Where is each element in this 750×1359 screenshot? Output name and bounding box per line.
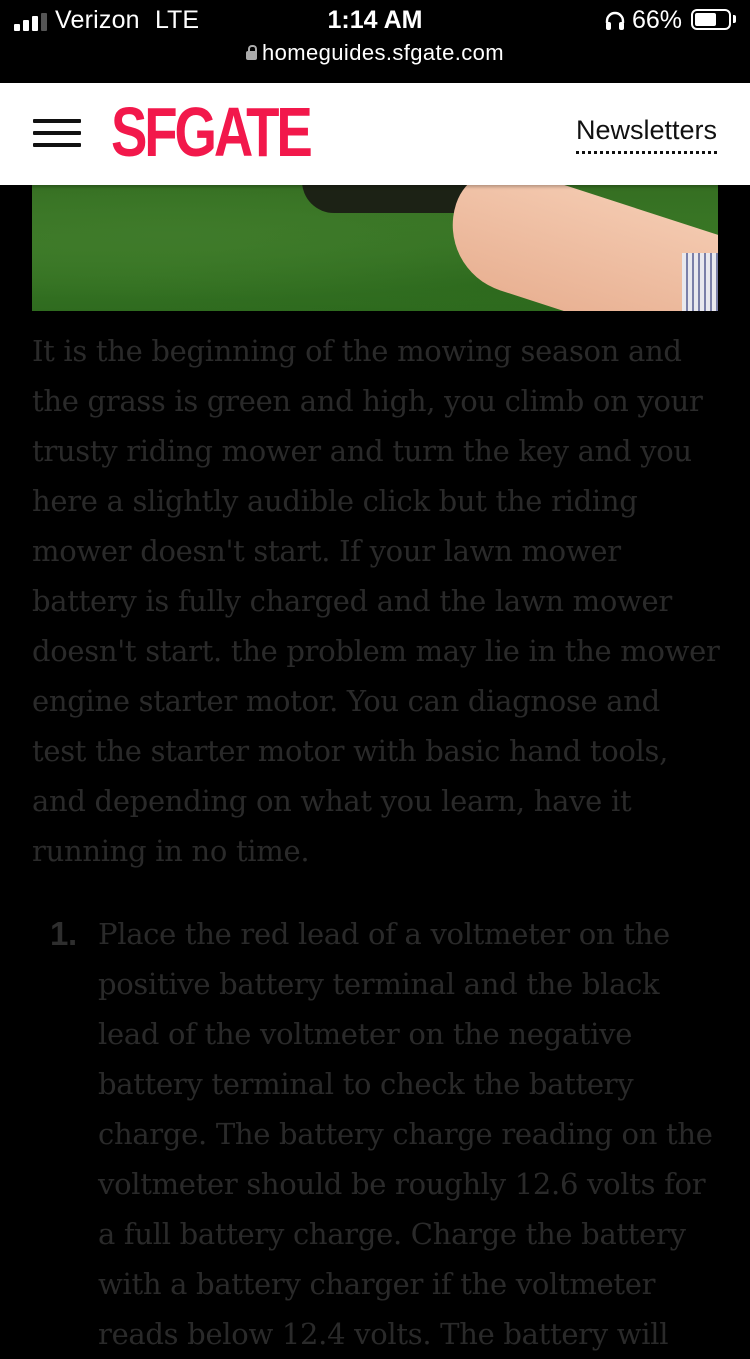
battery-icon — [691, 9, 731, 30]
network-type: LTE — [155, 6, 199, 34]
battery-percentage: 66% — [632, 6, 683, 34]
status-time: 1:14 AM — [327, 6, 423, 34]
sfgate-logo[interactable]: SFGATE — [111, 93, 310, 171]
person-arm — [435, 185, 718, 311]
headphones-icon — [604, 10, 626, 32]
battery-level-fill — [695, 13, 716, 26]
lock-icon — [246, 51, 257, 60]
article-intro-paragraph: It is the beginning of the mowing season and the grass is green and high, you climb on your trusty riding mower and turn the key and you here a slightly audible click but the riding mower doesn't start. If your lawn mower battery is fully charged and the lawn mower doesn't start. the problem may lie in the mower engine starter motor. You can diagnose and test the starter motor with basic hand tools, and depending on what you learn, have it running in no time. — [32, 334, 720, 868]
article-hero-image — [32, 185, 718, 311]
address-bar[interactable] — [0, 40, 750, 66]
hamburger-menu-icon[interactable] — [33, 119, 81, 147]
shirt-sleeve — [682, 253, 718, 311]
step-number: 1. — [50, 915, 77, 952]
site-header — [0, 83, 750, 185]
newsletters-link[interactable]: Newsletters — [576, 115, 717, 154]
page-url: homeguides.sfgate.com — [262, 40, 504, 65]
carrier-name: Verizon — [55, 6, 140, 34]
battery-tip — [733, 15, 736, 23]
step-item — [32, 909, 722, 1359]
step-text: Place the red lead of a voltmeter on the positive battery terminal and the black lead of the voltmeter on the negative battery terminal to check the battery charge. The battery charge reading on the voltmeter should be roughly 12.6 volts for a full battery charge. Charge the battery with a battery charger if the voltmeter reads below 12.4 volts. The battery will — [98, 917, 713, 1351]
step-list — [32, 909, 722, 1359]
status-bar — [0, 0, 750, 82]
article-body — [32, 326, 722, 1351]
